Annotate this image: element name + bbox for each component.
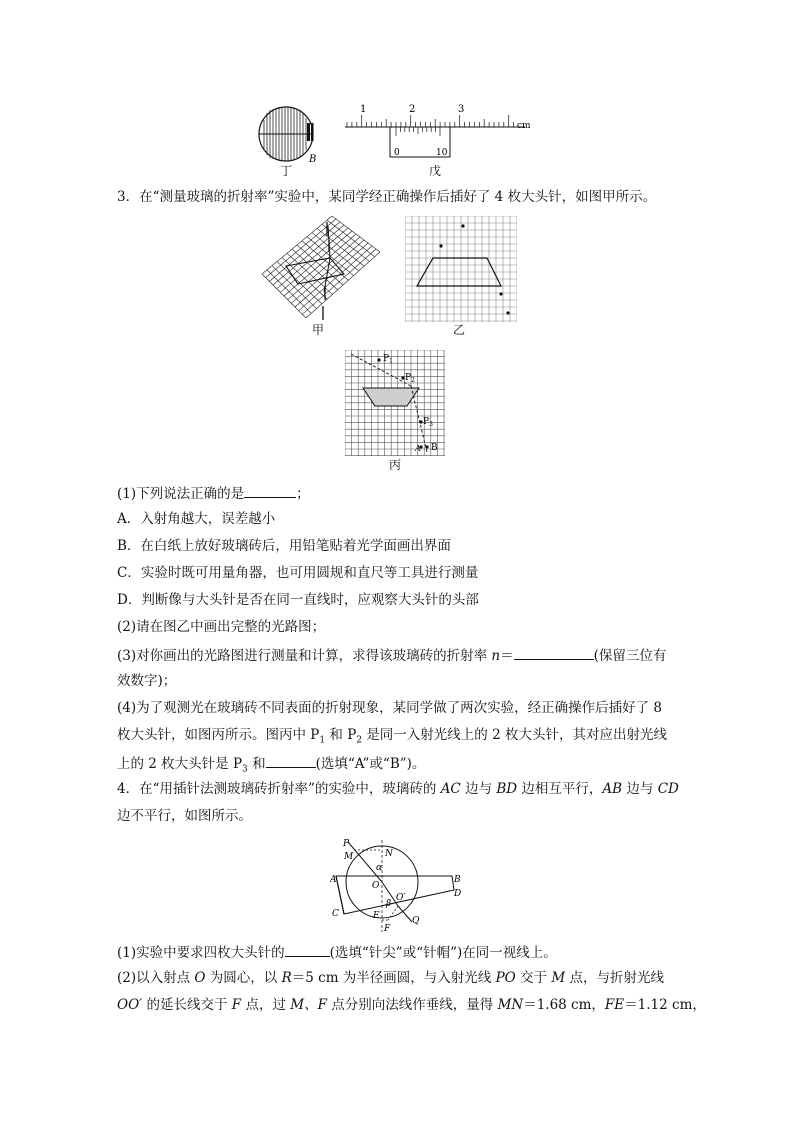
pin-label-A: A [415,444,421,453]
pin-label-p2: $P_2$ [405,373,415,384]
figure-jia [258,214,384,324]
q4-label-beta: β [386,899,392,909]
vernier-10: 10 [436,148,448,158]
caption-jia: 甲 [311,323,324,337]
q3-sub1: (1)下列说法正确的是 ； [117,483,310,503]
q3-stem: 3．在“测量玻璃的折射率”实验中，某同学经正确操作后插好了 4 枚大头针，如图甲所示。 [117,189,657,205]
q4-label-B: B [454,875,461,885]
figure-yi [405,216,517,322]
vernier-figure [345,104,531,158]
q3-sub3: (3)对你画出的光路图进行测量和计算，求得该玻璃砖的折射率 n＝ (保留三位有 [117,645,666,665]
q4-label-D: D [454,889,462,899]
q4-sub2-line1: (2)以入射点 O 为圆心，以 R＝5 cm 为半径画圆，与入射光线 PO 交于 M 点，与折射光线 [117,970,664,986]
q4-label-E: E [373,911,380,921]
main-tick-2: 2 [409,104,416,115]
q4-label-alpha: α [376,863,383,873]
q3-option-b: B．在白纸上放好玻璃砖后，用铅笔贴着光学面画出界面 [117,538,451,554]
q4-label-A: A [330,875,337,885]
vernier-0: 0 [394,148,400,158]
pin-label-p1: $P_1$ [383,354,393,365]
pin-label-B: B [431,443,438,453]
figure-q4 [330,832,470,938]
q4-sub1: (1)实验中要求四枚大头针的 (选填“针尖”或“针帽”)在同一视线上。 [117,942,557,962]
q3-sub4-line1: (4)为了观测光在玻璃砖不同表面的折射现象，某同学做了两次实验，经正确操作后插好了 8 [117,700,663,716]
q3-option-c: C．实验时既可用量角器，也可用圆规和直尺等工具进行测量 [117,565,479,581]
caption-bing: 丙 [388,458,401,472]
q3-sub3-cont: 效数字)； [117,673,177,689]
q4-label-C: C [332,909,339,919]
q3-option-d: D．判断像与大头针是否在同一直线时，应观察大头针的头部 [117,592,479,608]
answer-blank-q4-1[interactable] [285,942,330,957]
q4-label-O: O [372,881,380,891]
q4-label-Q: Q [412,916,420,926]
answer-blank-4[interactable] [266,753,316,768]
label-B: B [309,154,317,165]
answer-blank-1[interactable] [244,483,296,498]
figure-bing [345,350,445,456]
q4-label-N: N [385,849,393,859]
caption-ding: 丁 [279,164,292,178]
q4-stem-line2: 边不平行，如图所示。 [117,808,252,824]
eyepiece-figure [259,107,316,165]
main-tick-1: 1 [360,104,367,115]
q4-label-F: F [384,924,391,934]
q4-stem-line1: 4．在“用插针法测玻璃砖折射率”的实验中，玻璃砖的 AC 边与 BD 边相互平行，AB 边与 CD [117,781,679,797]
caption-yi: 乙 [452,323,465,337]
figure-ding-wu [255,100,545,180]
unit-cm: cm [517,121,531,131]
q3-sub2: (2)请在图乙中画出完整的光路图； [117,619,326,635]
main-tick-3: 3 [458,104,465,115]
answer-blank-3[interactable] [514,645,594,660]
q4-label-Oprime: O′ [396,893,406,903]
q4-label-M: M [344,852,354,862]
q4-label-P: P [343,839,350,849]
q3-sub4-line3: 上的 2 枚大头针是 $P_3$ 和 (选填“A”或“B”)。 [117,753,425,779]
q3-option-a: A．入射角越大，误差越小 [117,511,276,527]
q3-sub4-line2: 枚大头针，如图丙所示。图丙中 $P_1$ 和 $P_2$ 是同一入射光线上的 2 枚大头针，其对应出射光线 [117,727,667,746]
pin-label-p3: $P_3$ [423,417,433,428]
caption-wu: 戊 [428,164,441,178]
q4-sub2-line2: OO′ 的延长线交于 F 点，过 M、F 点分别向法线作垂线，量得 MN＝1.68 cm，FE＝1.12 cm， [117,997,706,1013]
